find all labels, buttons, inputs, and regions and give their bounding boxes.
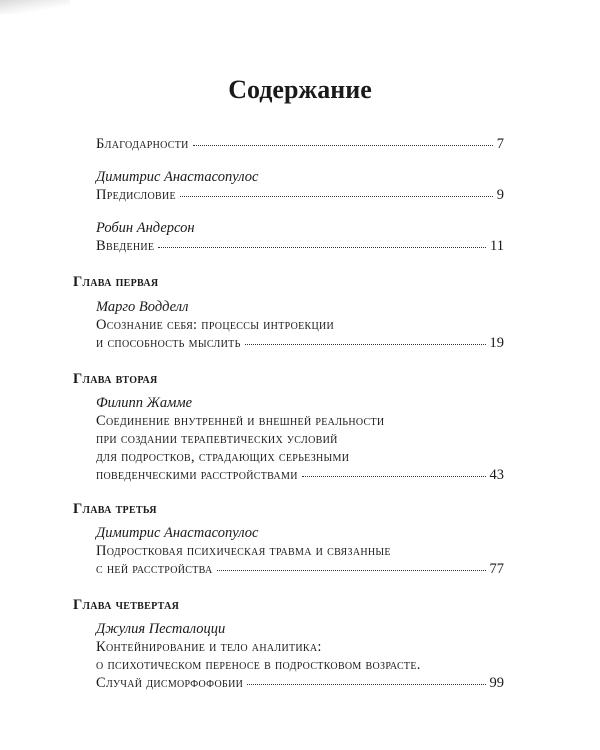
toc-title-line: Контейнирование и тело аналитика: <box>96 639 322 655</box>
toc-entry-introduction[interactable] <box>96 237 504 255</box>
toc-entry-preface[interactable] <box>96 186 504 204</box>
chapter-heading: Глава первая <box>73 274 159 290</box>
dot-leader <box>217 558 486 571</box>
toc-entry-label: Введение <box>96 238 155 254</box>
toc-entry-chapter-4[interactable] <box>96 674 504 692</box>
toc-author: Филипп Жамме <box>96 395 193 411</box>
toc-author: Димитрис Анастасопулос <box>96 525 259 541</box>
chapter-heading: Глава четвертая <box>73 597 180 613</box>
toc-entry-label: с ней расстройства <box>96 561 213 577</box>
toc-entry-chapter-3[interactable] <box>96 560 504 578</box>
chapter-heading: Глава вторая <box>73 371 158 387</box>
dot-leader <box>302 464 486 477</box>
chapter-heading: Глава третья <box>73 501 157 517</box>
toc-entry-label: и способность мыслить <box>96 335 241 351</box>
toc-page-number: 43 <box>489 467 504 483</box>
toc-entry-label: поведенческими расстройствами <box>96 467 298 483</box>
toc-title-line: Соединение внутренней и внешней реальности <box>96 413 385 429</box>
toc-page-number: 99 <box>489 675 504 691</box>
dot-leader <box>247 672 485 685</box>
toc-page-number: 77 <box>489 561 504 577</box>
toc-entry-acknowledgements[interactable] <box>96 135 504 153</box>
toc-author: Димитрис Анастасопулос <box>96 169 259 185</box>
toc-entry-label: Случай дисморфофобии <box>96 675 244 691</box>
toc-page-number: 19 <box>489 335 504 351</box>
dot-leader <box>180 184 493 197</box>
page-corner-shadow <box>0 0 70 14</box>
dot-leader <box>245 332 486 345</box>
toc-author: Робин Андерсон <box>96 220 195 236</box>
toc-entry-chapter-2[interactable] <box>96 466 504 484</box>
toc-entry-label: Благодарности <box>96 136 189 152</box>
toc-page-number: 7 <box>496 136 504 152</box>
toc-title-line: Подростковая психическая травма и связанные <box>96 543 391 559</box>
toc-author: Марго Водделл <box>96 299 189 315</box>
toc-page-number: 9 <box>496 187 504 203</box>
dot-leader <box>193 133 493 146</box>
toc-title-line: для подростков, страдающих серьезными <box>96 449 350 465</box>
dot-leader <box>158 235 486 248</box>
toc-entry-label: Предисловие <box>96 187 176 203</box>
toc-page-number: 11 <box>490 238 504 254</box>
toc-title-line: Осознание себя: процессы интроекции <box>96 317 335 333</box>
toc-author: Джулия Песталоцци <box>96 621 226 637</box>
toc-title-line: при создании терапевтических условий <box>96 431 338 447</box>
page-title: Содержание <box>228 75 372 104</box>
toc-title-line: о психотическом переносе в подростковом возрасте. <box>96 657 421 673</box>
toc-entry-chapter-1[interactable] <box>96 334 504 352</box>
